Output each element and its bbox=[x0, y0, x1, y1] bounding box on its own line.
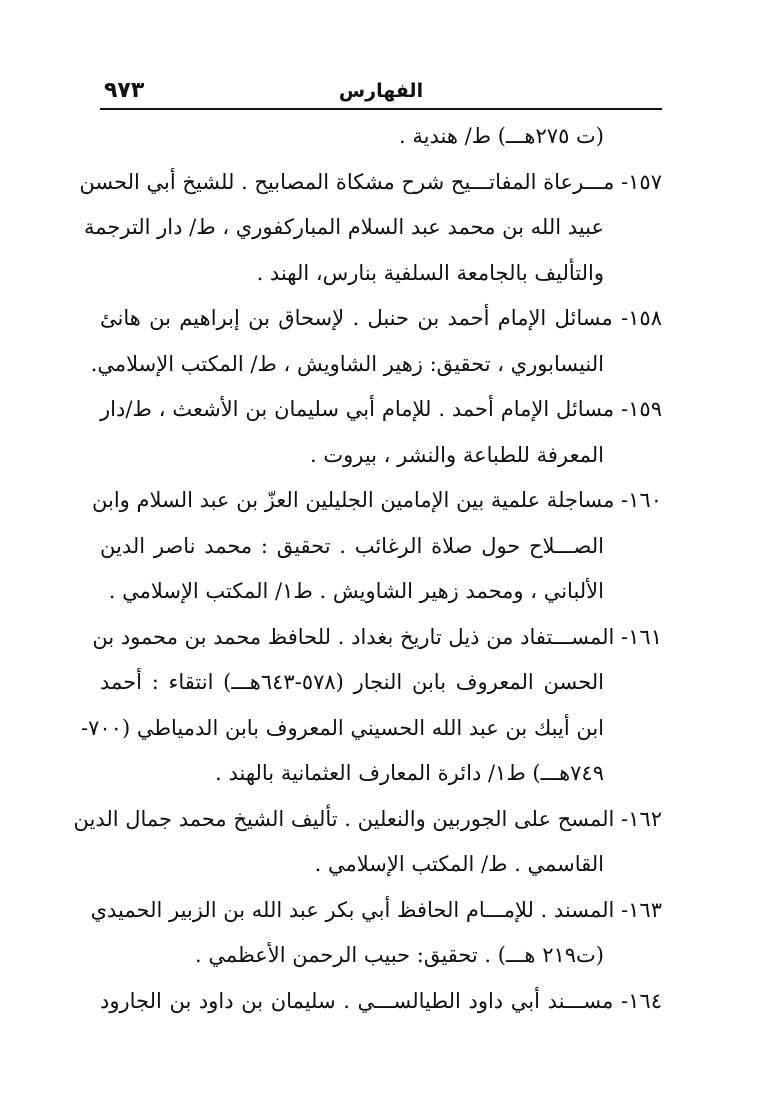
entry-continuation-line: عبيد الله بن محمد عبد السلام المباركفوري ، ط/ دار الترجمة bbox=[83, 215, 604, 239]
entry-first-line: ١٥٩- مسائل الإمام أحمد . للإمام أبي سليمان بن الأشعث ، ط/دار bbox=[100, 397, 662, 421]
header-rule bbox=[100, 108, 662, 110]
entry-continuation-line: (ت ٢٧٥هـــ) ط/ هندية . bbox=[399, 124, 604, 148]
entry-continuation-line: والتأليف بالجامعة السلفية بنارس، الهند . bbox=[256, 260, 604, 285]
entry-first-line: ١٦٠- مساجلة علمية بين الإمامين الجليلين العزّ بن عبد السلام وابن bbox=[91, 488, 662, 512]
entry-first-line: ١٦٢- المسح على الجوربين والنعلين . تأليف الشيخ محمد جمال الدين bbox=[73, 806, 662, 831]
running-title: الفهارس bbox=[338, 80, 424, 102]
entry-continuation-line: ابن أيبك بن عبد الله الحسيني المعروف بابن الدمياطي (٧٠٠- bbox=[81, 715, 604, 740]
entry-continuation-line: النيسابوري ، تحقيق: زهير الشاويش ، ط/ المكتب الإسلامي. bbox=[90, 351, 604, 376]
entry-continuation-line: الألباني ، ومحمد زهير الشاويش . ط١/ المكتب الإسلامي . bbox=[108, 579, 604, 603]
entry-first-line: ١٦٣- المسند . للإمـــام الحافظ أبي بكر عبد الله بن الزبير الحميدي bbox=[90, 897, 662, 922]
page-number: ٩٧٣ bbox=[104, 78, 145, 103]
entry-continuation-line: (ت٢١٩ هـــ) . تحقيق: حبيب الرحمن الأعظمي . bbox=[195, 943, 604, 967]
entry-first-line: ١٦٤- مســـند أبي داود الطيالســـي . سليمان بن داود بن الجارود bbox=[100, 988, 662, 1013]
entry-continuation-line: الحسن المعروف بابن النجار (٥٧٨-٦٤٣هـــ) انتقاء : أحمد bbox=[100, 670, 604, 694]
entry-continuation-line: المعرفة للطباعة والنشر ، بيروت . bbox=[309, 442, 604, 467]
entry-first-line: ١٥٨- مسائل الإمام أحمد بن حنبل . لإسحاق بن إبراهيم بن هانئ bbox=[100, 306, 662, 330]
entry-first-line: ١٥٧- مـــرعاة المفاتـــيح شرح مشكاة المصابيح . للشيخ أبي الحسن bbox=[79, 169, 662, 194]
entry-continuation-line: الصـــلاح حول صلاة الرغائب . تحقيق : محمد ناصر الدين bbox=[100, 533, 604, 558]
entry-first-line: ١٦١- المســـتفاد من ذيل تاريخ بغداد . للحافظ محمد بن محمود بن bbox=[92, 624, 662, 649]
running-head bbox=[100, 78, 662, 106]
entry-continuation-line: القاسمي . ط/ المكتب الإسلامي . bbox=[314, 852, 604, 876]
entry-continuation-line: ٧٤٩هـــ) ط١/ دائرة المعارف العثمانية بالهند . bbox=[215, 761, 604, 785]
